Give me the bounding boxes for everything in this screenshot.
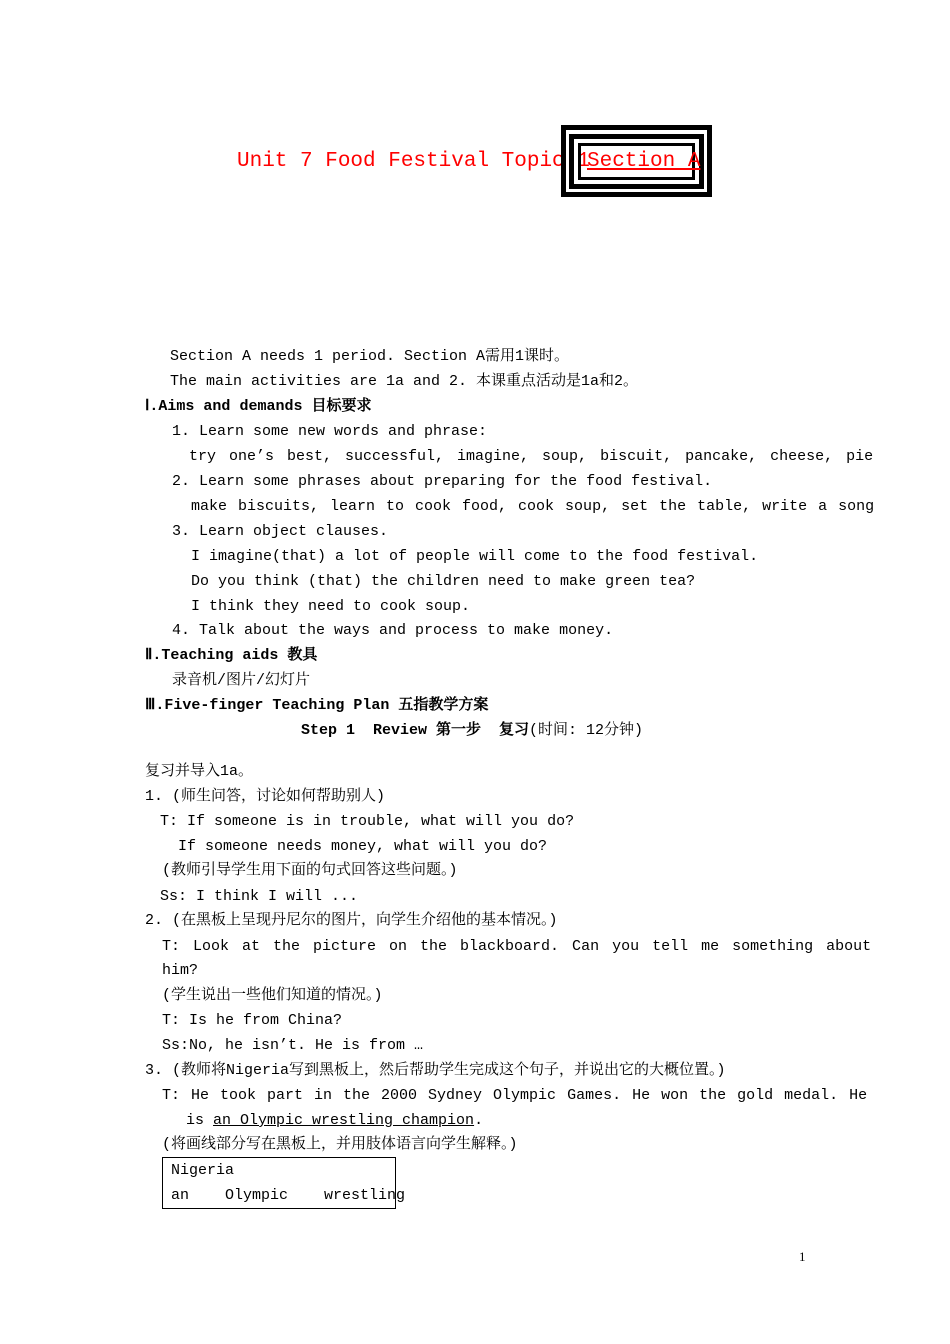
- review-q3-prefix: is: [186, 1112, 214, 1129]
- aims-item-3-example-3: I think they need to cook soup.: [191, 598, 471, 615]
- document-title: Unit 7 Food Festival Topic 1: [237, 150, 590, 173]
- review-q3-teacher-1-continued: [186, 1112, 483, 1130]
- review-q2-note: (学生说出一些他们知道的情况。): [162, 987, 383, 1004]
- intro-period: Section A needs 1 period. Section A需用1课时。: [170, 348, 570, 365]
- review-q2-students: Ss:No, he isn’t. He is from …: [162, 1037, 424, 1054]
- page-number: 1: [799, 1249, 806, 1264]
- aids-heading: Ⅱ.Teaching aids 教具: [145, 647, 318, 664]
- aims-item-2: 2. Learn some phrases about preparing for the food festival.: [172, 473, 713, 490]
- plan-heading: Ⅲ.Five-finger Teaching Plan 五指教学方案: [145, 697, 489, 714]
- review-q3: 3. (教师将Nigeria写到黑板上，然后帮助学生完成这个句子，并说出它的大概位置。): [145, 1062, 726, 1079]
- review-q2-teacher-1: T: Look at the picture on the blackboard. Can you tell me something about: [162, 938, 872, 955]
- review-q3-period: .: [474, 1112, 484, 1129]
- review-q1-teacher-1: T: If someone is in trouble, what will you do?: [160, 813, 575, 830]
- intro-activities: The main activities are 1a and 2. 本课重点活动是1a和2。: [170, 373, 639, 390]
- review-intro: 复习并导入1a。: [145, 763, 254, 780]
- review-q2-teacher-1-continued: him?: [162, 962, 199, 979]
- review-q1-students: Ss: I think I will ...: [160, 888, 359, 905]
- aims-item-2-phrases: make biscuits, learn to cook food, cook soup, set the table, write a song: [191, 498, 875, 515]
- aims-item-3-example-1: I imagine(that) a lot of people will come to the food festival.: [191, 548, 759, 565]
- review-q2: 2. (在黑板上呈现丹尼尔的图片，向学生介绍他的基本情况。): [145, 912, 558, 929]
- aims-item-4: 4. Talk about the ways and process to make money.: [172, 622, 614, 639]
- review-q2-teacher-2: T: Is he from China?: [162, 1012, 343, 1029]
- review-q1-note: (教师引导学生用下面的句式回答这些问题。): [162, 862, 458, 879]
- aids-content: 录音机/图片/幻灯片: [172, 672, 311, 689]
- underlined-phrase: an Olympic wrestling champion: [213, 1112, 475, 1129]
- section-badge-label: Section A: [587, 150, 701, 173]
- aims-heading: Ⅰ.Aims and demands 目标要求: [145, 398, 372, 415]
- aims-item-1-words: try one’s best, successful, imagine, soup, biscuit, pancake, cheese, pie: [189, 448, 874, 465]
- blackboard-box-line-1: Nigeria: [171, 1162, 235, 1179]
- step-1-heading: [301, 722, 643, 740]
- aims-item-1: 1. Learn some new words and phrase:: [172, 423, 488, 440]
- step-1-title: Step 1 Review 第一步 复习: [301, 722, 530, 739]
- step-1-time: (时间: 12分钟): [529, 722, 644, 739]
- aims-item-3: 3. Learn object clauses.: [172, 523, 389, 540]
- review-q3-teacher-1: T: He took part in the 2000 Sydney Olympic Games. He won the gold medal. He: [162, 1087, 868, 1104]
- review-q1: 1. (师生问答，讨论如何帮助别人): [145, 788, 386, 805]
- review-q1-teacher-2: If someone needs money, what will you do?: [178, 838, 548, 855]
- review-q3-note: (将画线部分写在黑板上，并用肢体语言向学生解释。): [162, 1136, 518, 1153]
- blackboard-box-line-2: an Olympic wrestling: [171, 1187, 406, 1204]
- aims-item-3-example-2: Do you think (that) the children need to make green tea?: [191, 573, 696, 590]
